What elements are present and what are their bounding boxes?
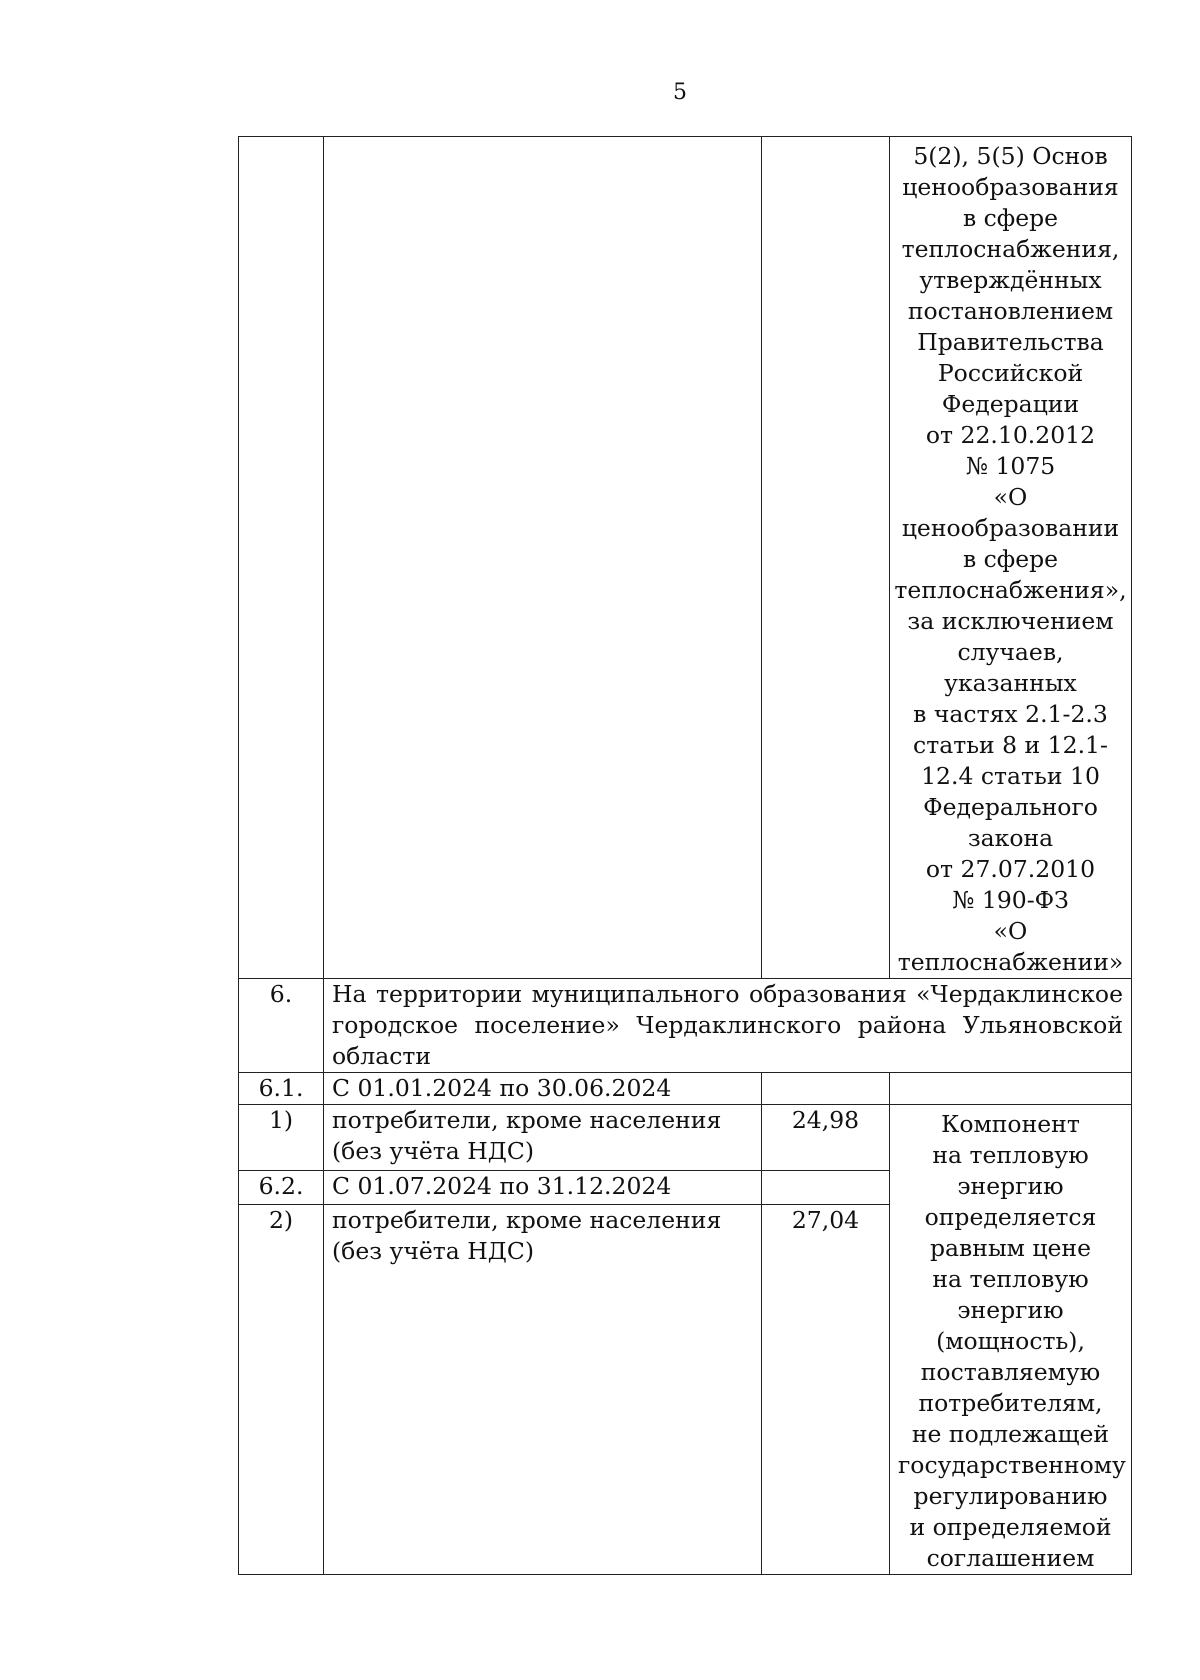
legal-basis-line: случаев, <box>957 638 1064 666</box>
legal-basis-line: «О <box>993 917 1028 945</box>
legal-basis-line: ценообразовании <box>901 514 1120 542</box>
section-title-line: области <box>332 1042 432 1070</box>
legal-basis-line: ценообразования <box>902 173 1119 201</box>
item-number: 2) <box>239 1205 324 1575</box>
legal-basis-line: Правительства <box>917 328 1104 356</box>
legal-basis-line: № 190-ФЗ <box>952 886 1069 914</box>
legal-basis-line: 5(2), 5(5) Основ <box>913 142 1108 170</box>
component-note-line: соглашением <box>926 1544 1095 1572</box>
component-note-line: равным цене <box>930 1234 1091 1262</box>
legal-basis-line: в частях 2.1-2.3 <box>913 700 1108 728</box>
legal-basis-line: теплоснабжения, <box>901 235 1120 263</box>
cell-empty <box>239 137 324 979</box>
section-title <box>324 979 1132 1073</box>
legal-basis-line: утверждённых <box>919 266 1102 294</box>
component-note-line: определяется <box>924 1203 1097 1231</box>
cell-empty <box>762 137 890 979</box>
legal-basis-line: указанных <box>944 669 1077 697</box>
legal-basis-line: Федерации <box>941 390 1080 418</box>
legal-basis-line: за исключением <box>907 607 1114 635</box>
legal-basis-line: закона <box>967 824 1054 852</box>
table-row-basis-continued <box>239 137 1132 979</box>
legal-basis-line: в сфере <box>962 204 1059 232</box>
item-number: 1) <box>239 1105 324 1171</box>
legal-basis-line: 12.4 статьи 10 <box>921 762 1100 790</box>
component-note-line: и определяемой <box>909 1513 1112 1541</box>
item-value: 27,04 <box>762 1205 890 1575</box>
cell-empty <box>324 137 762 979</box>
legal-basis-line: Российской <box>937 359 1084 387</box>
cell-empty <box>762 1171 890 1205</box>
section-title-line: городское поселение» Чердаклинского района Ульяновской <box>332 1011 1123 1039</box>
legal-basis-line: Федерального <box>923 793 1098 821</box>
component-note-line: (мощность), <box>936 1327 1085 1355</box>
cell-empty <box>762 1073 890 1105</box>
component-note-cell <box>890 1105 1132 1575</box>
component-note-line: на тепловую <box>932 1141 1089 1169</box>
legal-basis-cell <box>890 137 1132 979</box>
component-note-line: энергию <box>957 1172 1064 1200</box>
legal-basis-line: от 27.07.2010 <box>925 855 1096 883</box>
component-note-line: регулированию <box>913 1482 1108 1510</box>
legal-basis-line: № 1075 <box>965 452 1056 480</box>
cell-empty <box>890 1073 1132 1105</box>
legal-basis-line: от 22.10.2012 <box>925 421 1096 449</box>
table-row-section-6 <box>239 979 1132 1073</box>
table-row-item-1 <box>239 1105 1132 1171</box>
period-label: С 01.07.2024 по 31.12.2024 <box>324 1171 762 1205</box>
legal-basis-line: в сфере <box>962 545 1059 573</box>
component-note-line: не подлежащей <box>911 1420 1110 1448</box>
item-value: 24,98 <box>762 1105 890 1171</box>
component-note-line: потребителям, <box>918 1389 1103 1417</box>
legal-basis-line: постановлением <box>907 297 1114 325</box>
page-number: 5 <box>673 80 687 105</box>
item-label: потребители, кроме населения (без учёта НДС) <box>324 1105 762 1171</box>
legal-basis-line: теплоснабжении» <box>897 948 1124 976</box>
component-note-line: энергию <box>957 1296 1064 1324</box>
legal-basis-line: «О <box>993 483 1028 511</box>
section-number: 6. <box>239 979 324 1073</box>
period-number: 6.2. <box>239 1171 324 1205</box>
legal-basis-line: теплоснабжения», <box>894 576 1127 604</box>
component-note-line: Компонент <box>941 1110 1080 1138</box>
item-label: потребители, кроме населения (без учёта НДС) <box>324 1205 762 1575</box>
legal-basis-line: статьи 8 и 12.1- <box>913 731 1108 759</box>
table-row-period-1 <box>239 1073 1132 1105</box>
period-number: 6.1. <box>239 1073 324 1105</box>
component-note-line: поставляемую <box>920 1358 1101 1386</box>
tariff-table <box>238 136 1132 1575</box>
section-title-line: На территории муниципального образования «Чердаклинское <box>332 980 1123 1008</box>
period-label: С 01.01.2024 по 30.06.2024 <box>324 1073 762 1105</box>
component-note-line: государственному <box>898 1451 1126 1479</box>
component-note-line: на тепловую <box>932 1265 1089 1293</box>
